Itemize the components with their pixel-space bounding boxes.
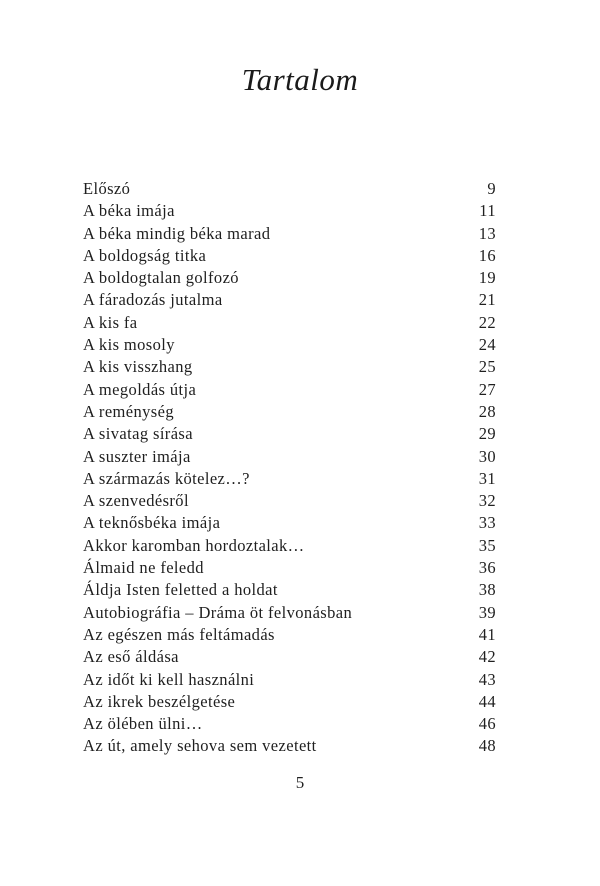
toc-entry — [83, 512, 496, 534]
toc-entry — [83, 379, 496, 401]
toc-entry — [83, 401, 496, 423]
toc-entry-page: 13 — [478, 223, 496, 243]
toc-entry — [83, 200, 496, 222]
toc-entry-page: 28 — [478, 401, 496, 421]
toc-entry-page: 48 — [478, 736, 496, 756]
table-of-contents — [83, 178, 496, 758]
toc-entry-page: 9 — [487, 179, 496, 198]
toc-entry-title: A teknősbéka imája — [83, 513, 221, 533]
toc-entry-page: 24 — [478, 335, 496, 355]
toc-entry-page: 25 — [478, 357, 496, 377]
toc-entry — [83, 490, 496, 512]
toc-entry-page: 16 — [478, 245, 496, 265]
toc-entry-title: Álmaid ne feledd — [83, 558, 204, 578]
toc-entry-title: Az ölében ülni… — [83, 714, 203, 734]
toc-entry-title: A sivatag sírása — [83, 424, 193, 444]
toc-entry — [83, 579, 496, 601]
toc-entry-title: A béka imája — [83, 201, 175, 221]
toc-entry-title: A suszter imája — [83, 446, 191, 466]
toc-entry-title: A származás kötelez…? — [83, 468, 250, 488]
toc-entry-page: 38 — [478, 580, 496, 600]
toc-entry-title: Az egészen más feltámadás — [83, 624, 275, 644]
toc-entry-page: 29 — [478, 424, 496, 444]
toc-entry-title: A reménység — [83, 401, 175, 421]
toc-entry — [83, 691, 496, 713]
toc-entry-title: Az út, amely sehova sem vezetett — [83, 736, 317, 756]
toc-entry — [83, 602, 496, 624]
toc-entry-page: 31 — [478, 468, 496, 488]
toc-entry-page: 27 — [478, 379, 496, 399]
toc-entry-page: 36 — [478, 558, 496, 578]
toc-entry — [83, 267, 496, 289]
toc-entry-page: 46 — [478, 714, 496, 734]
toc-entry-title: A megoldás útja — [83, 379, 197, 399]
toc-entry-title: A boldogság titka — [83, 245, 207, 265]
toc-entry — [83, 646, 496, 668]
toc-entry — [83, 713, 496, 735]
toc-entry-title: Autobiográfia – Dráma öt felvonásban — [83, 602, 353, 622]
toc-entry-page: 19 — [478, 268, 496, 288]
toc-entry-title: A béka mindig béka marad — [83, 223, 271, 243]
toc-entry-page: 30 — [478, 446, 496, 466]
toc-entry — [83, 557, 496, 579]
toc-entry — [83, 446, 496, 468]
toc-entry-title: Előszó — [83, 179, 131, 198]
toc-entry-title: Az időt ki kell használni — [83, 669, 255, 689]
toc-entry — [83, 423, 496, 445]
toc-entry-page: 39 — [478, 602, 496, 622]
toc-entry — [83, 312, 496, 334]
toc-entry-page: 21 — [478, 290, 496, 310]
toc-entry — [83, 669, 496, 691]
toc-entry — [83, 223, 496, 245]
toc-entry-title: A kis mosoly — [83, 335, 175, 355]
toc-entry-title: A kis fa — [83, 312, 138, 332]
toc-entry-page: 43 — [478, 669, 496, 689]
toc-entry-page: 22 — [478, 312, 496, 332]
toc-entry-title: A kis visszhang — [83, 357, 193, 377]
toc-entry — [83, 356, 496, 378]
toc-entry — [83, 735, 496, 757]
toc-entry-page: 42 — [478, 647, 496, 667]
toc-entry-title: A fáradozás jutalma — [83, 290, 223, 310]
toc-entry — [83, 178, 496, 200]
toc-entry-page: 33 — [478, 513, 496, 533]
toc-entry-title: Az eső áldása — [83, 647, 179, 667]
toc-entry — [83, 245, 496, 267]
toc-entry — [83, 468, 496, 490]
toc-entry-title: Áldja Isten feletted a holdat — [83, 580, 278, 600]
toc-entry-title: Az ikrek beszélgetése — [83, 691, 236, 711]
toc-entry-page: 41 — [478, 624, 496, 644]
toc-entry-title: Akkor karomban hordoztalak… — [83, 535, 305, 555]
page-title: Tartalom — [241, 62, 359, 97]
toc-entry — [83, 535, 496, 557]
page-number: 5 — [295, 773, 305, 792]
toc-entry-page: 35 — [478, 535, 496, 555]
toc-entry — [83, 334, 496, 356]
toc-entry — [83, 289, 496, 311]
toc-entry-page: 11 — [479, 201, 496, 221]
toc-entry-page: 32 — [478, 491, 496, 511]
toc-entry-page: 44 — [478, 691, 496, 711]
toc-entry-title: A boldogtalan golfozó — [83, 268, 239, 288]
toc-entry — [83, 624, 496, 646]
toc-entry-title: A szenvedésről — [83, 491, 189, 511]
